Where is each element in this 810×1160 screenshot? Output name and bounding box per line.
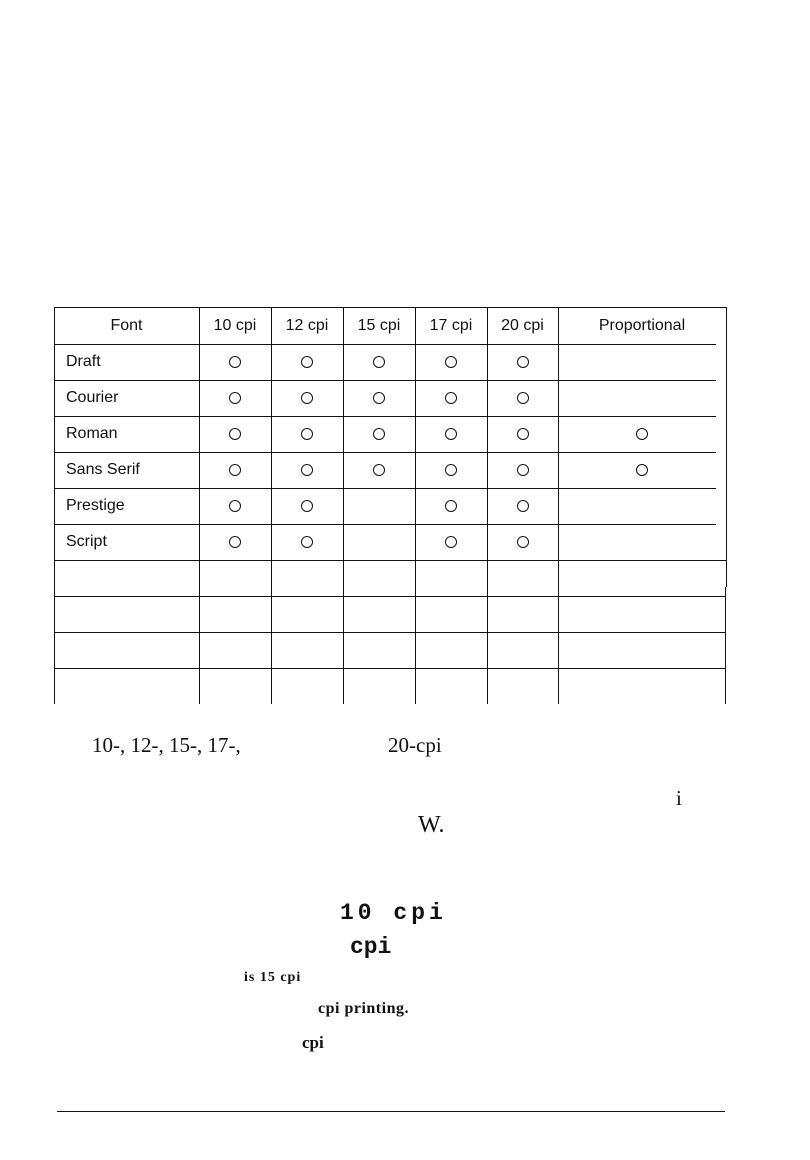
- table-row-font-label: Courier: [66, 389, 119, 406]
- availability-mark: [229, 536, 241, 548]
- availability-mark: [445, 428, 457, 440]
- availability-mark: [229, 428, 241, 440]
- availability-mark: [517, 464, 529, 476]
- table-column-line: [343, 307, 344, 704]
- availability-mark: [301, 428, 313, 440]
- table-row-font-label: Sans Serif: [66, 461, 140, 478]
- availability-mark: [517, 536, 529, 548]
- table-column-line: [271, 307, 272, 704]
- availability-mark: [636, 428, 648, 440]
- availability-mark: [229, 392, 241, 404]
- table-row-line: [54, 632, 726, 633]
- availability-mark: [301, 536, 313, 548]
- availability-mark: [229, 464, 241, 476]
- fragment-is-15cpi: is 15 cpi: [244, 970, 302, 985]
- table-header-2: 12 cpi: [285, 317, 329, 334]
- availability-mark: [636, 464, 648, 476]
- table-row-line: [54, 488, 716, 489]
- availability-mark: [373, 356, 385, 368]
- table-column-line: [415, 307, 416, 704]
- availability-mark: [445, 500, 457, 512]
- table-row-line: [54, 524, 716, 525]
- table-column-line: [199, 307, 200, 704]
- table-header-6: Proportional: [598, 317, 686, 334]
- table-header-1: 10 cpi: [213, 317, 257, 334]
- table-row-font-label: Roman: [66, 425, 118, 442]
- availability-mark: [517, 428, 529, 440]
- availability-mark: [301, 392, 313, 404]
- table-row-font-label: Prestige: [66, 497, 125, 514]
- table-header-0: Font: [110, 317, 143, 334]
- font-pitch-table: [54, 307, 726, 705]
- table-row-line: [54, 560, 726, 561]
- availability-mark: [445, 536, 457, 548]
- table-column-line: [487, 307, 488, 704]
- availability-mark: [445, 392, 457, 404]
- table-column-line: [54, 307, 55, 704]
- table-header-3: 15 cpi: [357, 317, 401, 334]
- table-row-font-label: Draft: [66, 353, 101, 370]
- availability-mark: [445, 464, 457, 476]
- availability-mark: [229, 356, 241, 368]
- table-header-5: 20 cpi: [501, 317, 544, 334]
- availability-mark: [373, 428, 385, 440]
- table-row-line: [54, 668, 726, 669]
- fragment-10cpi: 10 cpi: [340, 900, 447, 926]
- fragment-w: W.: [418, 812, 445, 838]
- footer-rule: [57, 1111, 725, 1112]
- availability-mark: [301, 356, 313, 368]
- fragment-i: i: [676, 786, 682, 810]
- pitch-list-text: 10-, 12-, 15-, 17-,: [92, 733, 241, 757]
- table-row-line: [54, 596, 726, 597]
- table-row-line: [54, 416, 716, 417]
- availability-mark: [301, 464, 313, 476]
- table-row-line: [54, 380, 716, 381]
- table-header-4: 17 cpi: [429, 317, 473, 334]
- table-column-line: [726, 307, 727, 587]
- pitch-list-end-text: 20-cpi: [388, 733, 442, 757]
- availability-mark: [517, 392, 529, 404]
- availability-mark: [373, 392, 385, 404]
- availability-mark: [517, 356, 529, 368]
- table-header-line: [54, 344, 716, 345]
- fragment-cpi-printing: cpi printing.: [318, 1000, 409, 1017]
- fragment-cpi: cpi: [350, 934, 392, 960]
- table-top-line: [54, 307, 726, 308]
- table-column-line: [558, 307, 559, 704]
- table-row-font-label: Script: [66, 533, 107, 550]
- table-row-line: [54, 452, 716, 453]
- fragment-cpi-2: cpi: [302, 1033, 324, 1052]
- availability-mark: [301, 500, 313, 512]
- table-column-line: [725, 587, 726, 704]
- availability-mark: [373, 464, 385, 476]
- availability-mark: [229, 500, 241, 512]
- availability-mark: [517, 500, 529, 512]
- availability-mark: [445, 356, 457, 368]
